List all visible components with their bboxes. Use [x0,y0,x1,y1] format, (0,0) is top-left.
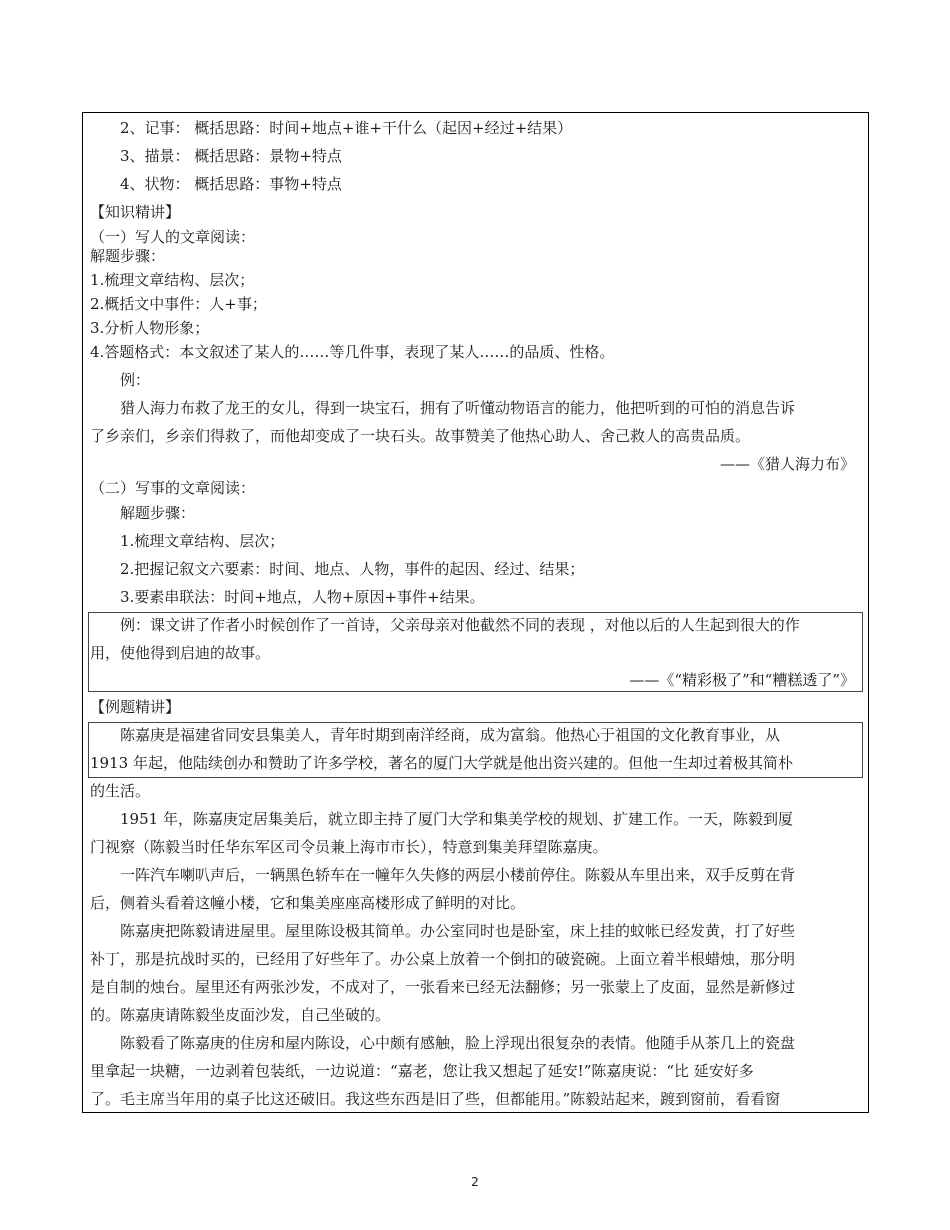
passage-line: 陈毅看了陈嘉庚的住房和屋内陈设，心中颇有感触，脸上浮现出很复杂的表情。他随手从茶几上的瓷盘 [120,1034,796,1052]
example-source: ——《猎人海力布》 [719,455,855,473]
example-label: 例： [120,371,151,389]
example-text-line: 例：课文讲了作者小时候创作了一首诗，父亲母亲对他截然不同的表现 ，对他以后的人生起到很大的作 [120,616,800,634]
method-line-narrative: 2、记事： 概括思路：时间+地点+谁+干什么（起因+经过+结果） [120,119,573,137]
step-1: 1.梳理文章结构、层次； [120,532,285,550]
passage-line: 的。陈嘉庚请陈毅坐皮面沙发，自己坐破的。 [90,1006,391,1024]
method-line-scenery: 3、描景： 概括思路：景物+特点 [120,147,342,165]
passage-line: 补丁，那是抗战时买的，已经用了好些年了。办公桌上放着一个倒扣的破瓷碗。上面立着半根蜡烛，那分明 [90,950,796,968]
method-line-object: 4、状物： 概括思路：事物+特点 [120,175,342,193]
step-3: 3.分析人物形象； [90,319,210,337]
example-text-line: 用，使他得到启迪的故事。 [90,644,271,662]
step-1: 1.梳理文章结构、层次； [90,271,255,289]
passage-line: 里拿起一块糖，一边剥着包装纸，一边说道：“嘉老，您让我又想起了延安!”陈嘉庚说：“比 延安好多 [90,1062,754,1080]
passage-line: 陈嘉庚把陈毅请进屋里。屋里陈设极其简单。办公室同时也是卧室，床上挂的蚊帐已经发黄，打了好些 [120,922,796,940]
section-heading-examples: 【例题精讲】 [90,698,181,716]
passage-line: 后，侧着头看着这幢小楼，它和集美座座高楼形成了鲜明的对比。 [90,894,526,912]
passage-line: 1913 年起，他陆续创办和赞助了许多学校，著名的厦门大学就是他出资兴建的。但他一生却过着极其简朴 [90,754,793,772]
step-2: 2.把握记叙文六要素：时间、地点、人物，事件的起因、经过、结果； [120,560,585,578]
step-3: 3.要素串联法：时间+地点，人物+原因+事件+结果。 [120,588,485,606]
passage-line: 门视察（陈毅当时任华东军区司令员兼上海市市长），特意到集美拜望陈嘉庚。 [90,838,608,856]
page-number: 2 [471,1175,479,1189]
passage-line: 的生活。 [90,782,151,800]
subheading-person-article: （一）写人的文章阅读： [90,228,256,246]
passage-line: 1951 年，陈嘉庚定居集美后，就立即主持了厦门大学和集美学校的规划、扩建工作。一天，陈毅到厦 [120,810,793,828]
example-text-line: 猎人海力布救了龙王的女儿，得到一块宝石，拥有了听懂动物语言的能力，他把听到的可怕的消息告诉 [120,399,796,417]
step-4: 4.答题格式：本文叙述了某人的……等几件事，表现了某人……的品质、性格。 [90,343,615,361]
passage-line: 陈嘉庚是福建省同安县集美人，青年时期到南洋经商，成为富翁。他热心于祖国的文化教育事业，从 [120,726,781,744]
passage-line: 是自制的烛台。屋里还有两张沙发，不成对了，一张看来已经无法翻修；另一张蒙上了皮面，显然是新修过 [90,978,796,996]
passage-line: 一阵汽车喇叭声后，一辆黑色轿车在一幢年久失修的两层小楼前停住。陈毅从车里出来，双手反剪在背 [120,866,796,884]
section-heading-knowledge: 【知识精讲】 [90,203,181,221]
example-text-line: 了乡亲们，乡亲们得救了，而他却变成了一块石头。故事赞美了他热心助人、舍己救人的高贵品质。 [90,427,751,445]
example-source: ——《“精彩极了”和“糟糕透了”》 [629,671,855,689]
subheading-event-article: （二）写事的文章阅读： [90,479,256,497]
step-2: 2.概括文中事件：人+事； [90,295,267,313]
steps-label: 解题步骤： [120,504,196,522]
steps-label: 解题步骤： [90,247,166,265]
passage-line: 了。毛主席当年用的桌子比这还破旧。我这些东西是旧了些，但都能用。”陈毅站起来，踱到窗前，看看窗 [90,1090,781,1108]
